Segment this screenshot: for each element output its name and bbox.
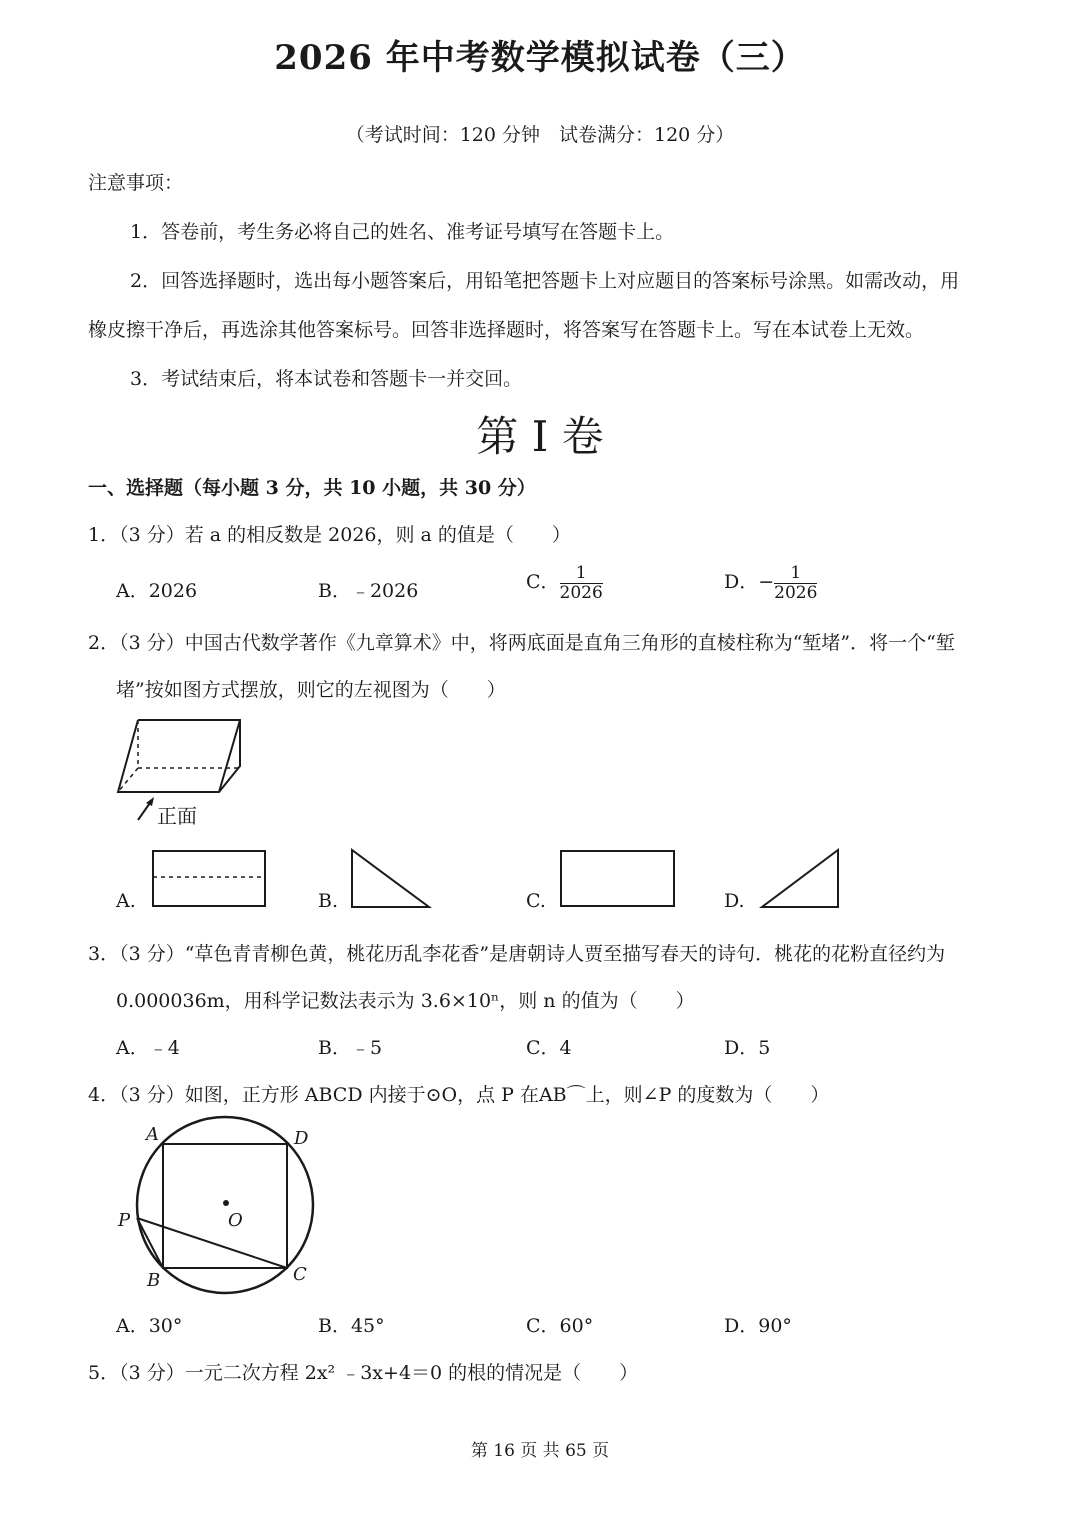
q2-option-b-figure <box>350 848 432 910</box>
q1-d-numerator: 1 <box>774 564 817 584</box>
q4-label-o: O <box>228 1210 243 1231</box>
note-item-2-cont: 橡皮擦干净后，再选涂其他答案标号。回答非选择题时，将答案写在答题卡上。写在本试卷上无效。 <box>88 319 925 341</box>
section-heading: 一、选择题（每小题 3 分，共 10 小题，共 30 分） <box>88 477 536 499</box>
volume-title: 第 I 卷 <box>476 412 604 461</box>
page-title: 2026 年中考数学模拟试卷（三） <box>274 38 806 78</box>
q2-option-c-figure <box>560 850 676 908</box>
note-item-3: 3．考试结束后，将本试卷和答题卡一并交回。 <box>130 368 523 390</box>
q4-option-d: D．90° <box>724 1315 792 1337</box>
q1-c-denominator: 2026 <box>559 582 603 603</box>
question-1-stem: 1．（3 分）若 a 的相反数是 2026，则 a 的值是（ ） <box>88 524 571 546</box>
question-2-stem-line-1: 2．（3 分）中国古代数学著作《九章算术》中，将两底面是直角三角形的直棱柱称为“堑堵”．将一个“堑 <box>88 632 955 654</box>
note-item-2: 2．回答选择题时，选出每小题答案后，用铅笔把答题卡上对应题目的答案标号涂黑。如需改动，用 <box>130 270 960 292</box>
q2-option-a-figure <box>152 850 266 908</box>
q4-label-d: D <box>294 1128 309 1149</box>
q4-label-b: B <box>147 1270 161 1291</box>
q4-option-a: A．30° <box>116 1315 183 1337</box>
q4-option-b: B．45° <box>318 1315 385 1337</box>
q1-option-d-label: D．− <box>724 571 775 594</box>
q3-option-c: C．4 <box>526 1037 572 1059</box>
q4-label-a: A <box>146 1124 159 1145</box>
exam-info: （考试时间：120 分钟 试卷满分：120 分） <box>345 124 735 146</box>
q1-option-b: B．﹣2026 <box>318 580 419 602</box>
q2-front-label: 正面 <box>157 804 197 828</box>
question-5-stem: 5．（3 分）一元二次方程 2x² ﹣3x+4＝0 的根的情况是（ ） <box>88 1362 639 1384</box>
q2-option-d-figure <box>760 848 842 910</box>
q1-c-numerator: 1 <box>560 564 603 584</box>
q1-d-denominator: 2026 <box>774 582 818 603</box>
question-3-stem-line-1: 3．（3 分）“草色青青柳色黄，桃花历乱李花香”是唐朝诗人贾至描写春天的诗句．桃花的花粉直径约为 <box>88 943 946 965</box>
q1-option-c-label: C． <box>526 571 560 594</box>
q3-option-b: B．﹣5 <box>318 1037 383 1059</box>
q2-option-c: C. <box>526 890 546 912</box>
notes-heading: 注意事项： <box>88 172 184 194</box>
q2-option-a: A. <box>116 890 136 912</box>
q4-option-c: C．60° <box>526 1315 594 1337</box>
q1-option-c-fraction <box>560 564 603 602</box>
page-number: 第 16 页 共 65 页 <box>470 1441 610 1461</box>
q4-label-c: C <box>293 1264 307 1285</box>
q3-option-a: A．﹣4 <box>116 1037 180 1059</box>
question-4-stem: 4．（3 分）如图，正方形 ABCD 内接于⊙O，点 P 在AB⌒上，则∠P 的度数为（ ） <box>88 1084 830 1106</box>
q4-center-dot <box>223 1200 229 1206</box>
question-3-stem-line-2: 0.000036m，用科学记数法表示为 3.6×10ⁿ，则 n 的值为（ ） <box>116 990 695 1012</box>
q3-option-d: D．5 <box>724 1037 771 1059</box>
q1-option-d-fraction <box>774 564 817 602</box>
q2-option-d: D. <box>724 890 745 912</box>
q4-square-abcd <box>163 1144 287 1268</box>
q2-option-b: B. <box>318 890 339 912</box>
q1-option-d <box>724 564 817 602</box>
question-2-stem-line-2: 堵”按如图方式摆放，则它的左视图为（ ） <box>116 679 506 701</box>
q4-circle-figure <box>110 1112 330 1302</box>
q4-label-p: P <box>118 1210 131 1231</box>
q1-option-c <box>526 564 603 602</box>
note-item-1: 1．答卷前，考生务必将自己的姓名、准考证号填写在答题卡上。 <box>130 221 675 243</box>
q1-option-a: A．2026 <box>116 580 198 602</box>
